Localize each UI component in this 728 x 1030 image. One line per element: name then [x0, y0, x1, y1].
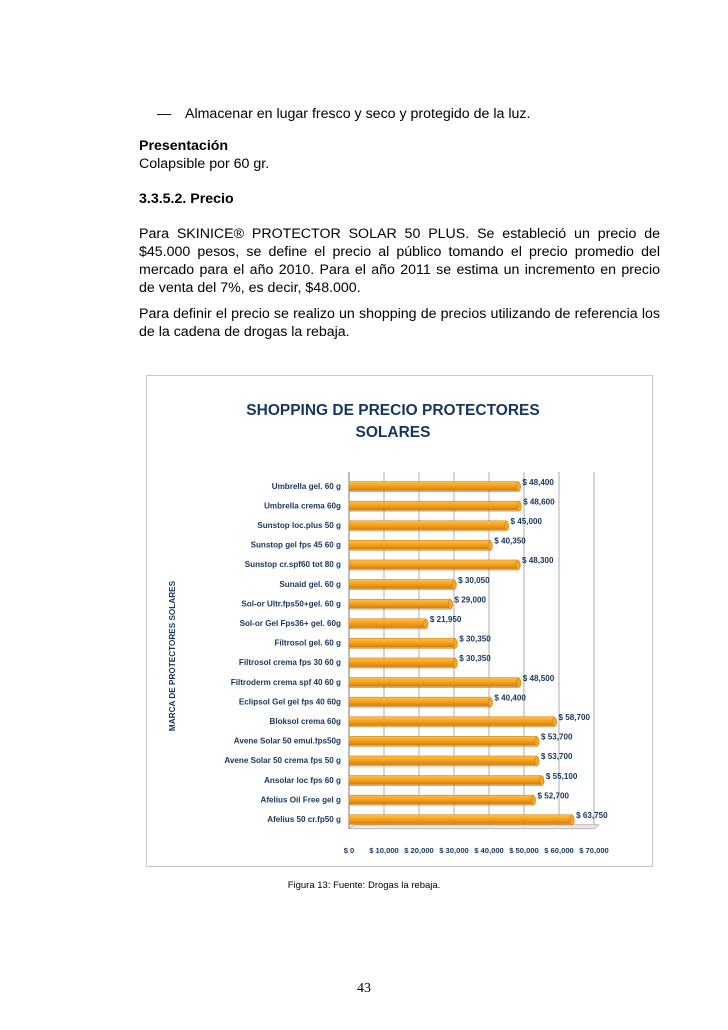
presentacion-text: Colapsible por 60 gr.	[139, 156, 270, 172]
chart-canvas	[147, 376, 652, 866]
x-tick-label: $ 10,000	[369, 845, 399, 855]
bar	[349, 815, 572, 824]
value-label: $ 48,600	[523, 497, 555, 507]
bar-cap	[448, 600, 452, 610]
x-tick-label: $ 20,000	[404, 845, 434, 855]
bar	[349, 717, 554, 726]
value-label: $ 40,350	[494, 536, 526, 546]
page-number: 43	[357, 981, 371, 996]
bar-cap	[516, 482, 520, 492]
bar-cap	[488, 698, 492, 708]
value-label: $ 29,000	[454, 595, 487, 605]
bar	[349, 795, 533, 804]
price-chart	[146, 375, 653, 867]
chart-title-line-1: SHOPPING DE PRECIO PROTECTORES	[246, 402, 540, 419]
bar	[349, 638, 455, 647]
bar	[349, 501, 519, 510]
chart-title-line-2: SOLARES	[355, 424, 431, 441]
bar	[349, 678, 519, 687]
value-label: $ 55,100	[545, 771, 578, 781]
x-tick-label: $ 40,000	[474, 845, 504, 855]
bar	[349, 580, 454, 589]
category-label: Sol-or Gel Fps36+ gel. 60g	[239, 619, 341, 628]
category-label: Umbrella crema 60g	[264, 501, 341, 511]
presentacion-heading: Presentación	[139, 138, 229, 154]
value-label: $ 53,700	[540, 752, 573, 762]
value-label: $ 53,700	[540, 732, 573, 742]
value-label: $ 63,750	[576, 811, 608, 820]
bar-cap	[516, 560, 520, 570]
category-label: Afelius Oil Free gel g	[260, 795, 341, 805]
bar-cap	[552, 717, 556, 727]
bullet-dash: —	[157, 106, 172, 122]
value-label: $ 40,400	[494, 693, 526, 703]
category-label: Sunstop gel fps 45 60 g	[250, 540, 341, 550]
bar	[349, 540, 490, 549]
category-label: Filtrosol crema fps 30 60 g	[238, 658, 341, 668]
bar-cap	[517, 502, 521, 512]
bar-cap	[517, 678, 521, 688]
category-label: Filtroderm crema spf 40 60 g	[230, 677, 341, 687]
bar-cap	[452, 580, 456, 590]
bar	[349, 619, 426, 628]
bar	[349, 521, 507, 530]
bar	[349, 756, 537, 765]
value-label: $ 30,050	[458, 575, 490, 585]
x-tick-label: $ 50,000	[509, 845, 539, 855]
value-label: $ 48,500	[522, 673, 555, 683]
bar	[349, 482, 518, 491]
bar-cap	[488, 541, 492, 551]
x-tick-label: $ 60,000	[544, 845, 574, 855]
bar-cap	[504, 521, 508, 531]
value-label: $ 58,700	[558, 713, 590, 722]
category-label: Sunstop cr.spf60 tot 80 g	[244, 560, 341, 570]
bar-cap	[453, 639, 457, 649]
price-paragraph: Para SKINICE® PROTECTOR SOLAR 50 PLUS. Se estableció un precio de $45.000 pesos, se define el precio al público tomando el precio promedio del mercado para el año 2010. Para el año 2011 se estima un incremento en precio de venta del 7%, es decir, $48.000.	[139, 226, 660, 296]
bar-cap	[424, 619, 428, 629]
value-label: $ 52,700	[537, 791, 569, 801]
bar-cap	[535, 737, 539, 747]
category-label: Ansolar loc fps 60 g	[264, 775, 341, 785]
bar	[349, 599, 451, 608]
value-label: $ 30,350	[459, 634, 491, 644]
value-label: $ 30,350	[459, 654, 491, 664]
category-label: Filtrosol gel. 60 g	[274, 638, 341, 648]
category-label: Sunaid gel. 60 g	[279, 579, 341, 589]
category-label: Bloksol crema 60g	[269, 717, 341, 726]
bar	[349, 776, 542, 785]
bar-cap	[535, 756, 539, 766]
bar-cap	[453, 658, 457, 668]
category-label: Sol-or Ultr.fps50+gel. 60 g	[241, 599, 341, 609]
x-tick-label: $ 0	[343, 845, 355, 855]
category-label: Umbrella gel. 60 g	[271, 481, 341, 491]
figure-caption: Figura 13: Fuente: Drogas la rebaja.	[287, 880, 441, 891]
shopping-paragraph: Para definir el precio se realizo un shopping de precios utilizando de referencia los de la cadena de drogas la rebaja.	[139, 306, 660, 340]
x-axis-floor	[349, 825, 599, 829]
category-label: Avene Solar 50 emul.fps50g	[233, 736, 341, 746]
bar	[349, 697, 490, 706]
x-tick-label: $ 30,000	[439, 845, 469, 855]
bar	[349, 736, 537, 745]
storage-text: Almacenar en lugar fresco y seco y protegido de la luz.	[185, 106, 531, 122]
bar-cap	[570, 815, 574, 825]
category-label: Eclipsol Gel gel fps 40 60g	[238, 697, 341, 707]
value-label: $ 48,300	[522, 556, 554, 566]
category-label: Sunstop loc.plus 50 g	[257, 521, 341, 530]
x-tick-label: $ 70,000	[579, 845, 609, 855]
category-label: Afelius 50 cr.fp50 g	[267, 815, 341, 824]
category-label: Avene Solar 50 crema fps 50 g	[224, 756, 341, 766]
section-heading: 3.3.5.2. Precio	[139, 191, 234, 207]
value-label: $ 48,400	[522, 477, 554, 487]
storage-bullet	[157, 105, 530, 123]
bar-cap	[540, 776, 544, 786]
value-label: $ 45,000	[510, 517, 543, 526]
y-axis-label: MARCA DE PROTECTORES SOLARES	[168, 580, 177, 732]
value-label: $ 21,950	[429, 615, 462, 624]
bar	[349, 658, 455, 667]
bar	[349, 560, 518, 569]
tick-layer	[344, 846, 609, 855]
bar-cap	[531, 796, 535, 806]
